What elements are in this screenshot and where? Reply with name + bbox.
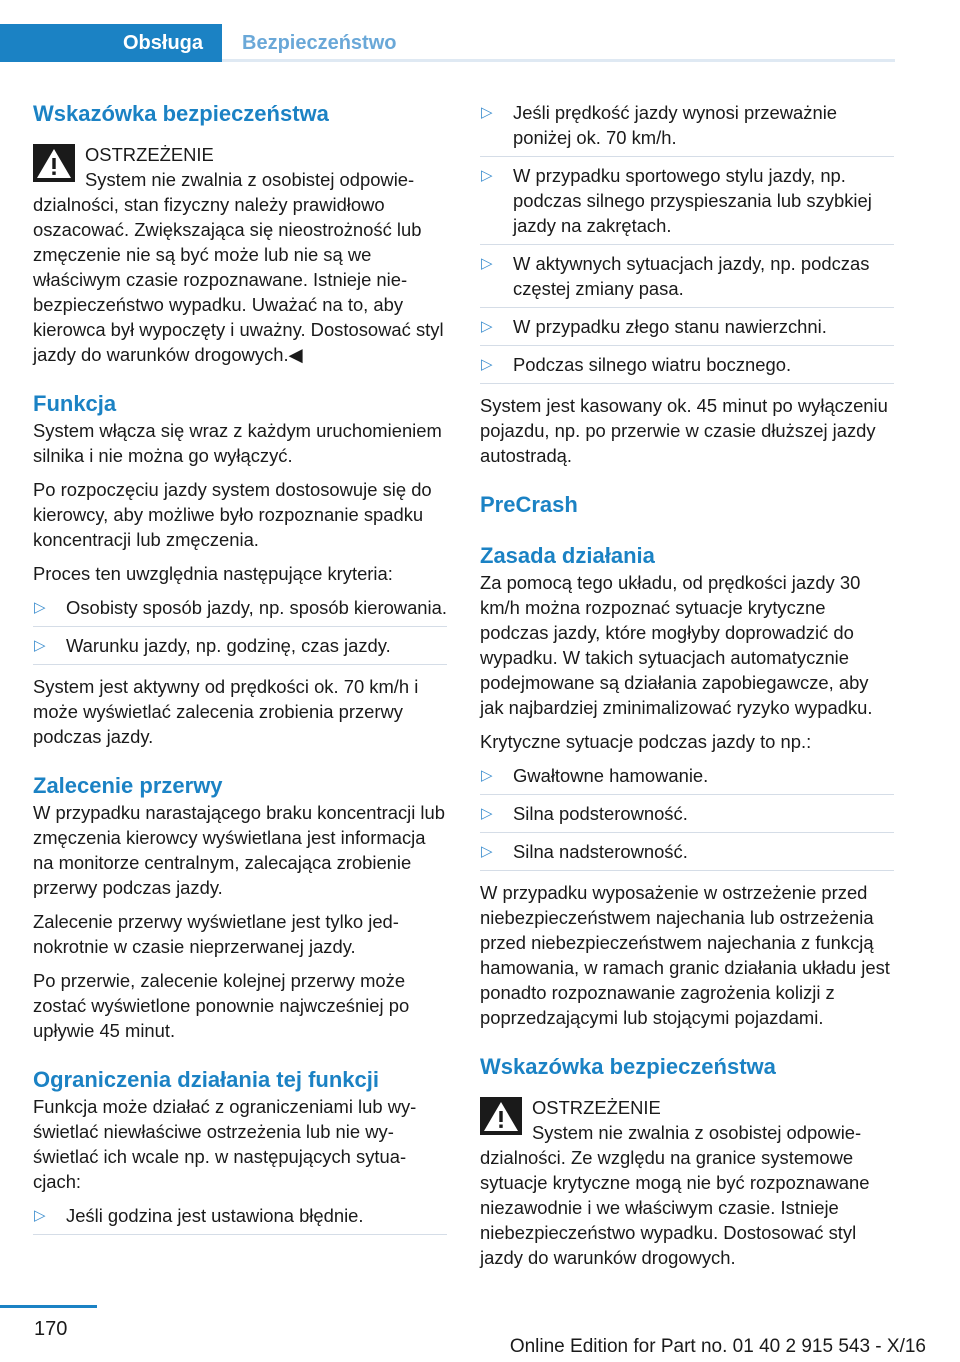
paragraph: Funkcja może działać z ograniczeniami lub wyświetlać niewłaściwe ostrzeżenia lub nie wyświetlać ich wcale np. w następujących sytuacjach: [33, 1096, 417, 1192]
list-item: ▷ Silna podsterowność. [480, 801, 894, 833]
list-item: ▷ W przypadku złego stanu nawierzchni. [480, 314, 894, 346]
edition-text: Online Edition for Part no. 01 40 2 915 543 - X/16 [509, 1336, 926, 1357]
warning-text: System nie zwalnia z osobistej odpowiedzialności. Ze względu na granice systemowe sytuacje krytyczne mogą nie być rozpoznawane niezawodnie i we właściwym czasie. Istnieje niebezpieczeństwo wypadku. Dostosować styl jazdy do warunków drogowych. [480, 1122, 870, 1268]
criteria-list [33, 595, 447, 665]
warning-title: OSTRZEŻENIE [532, 1097, 661, 1118]
triangle-bullet-icon: ▷ [481, 104, 493, 121]
triangle-bullet-icon: ▷ [481, 805, 493, 822]
triangle-bullet-icon: ▷ [34, 1207, 46, 1224]
page-number: 170 [34, 1318, 68, 1340]
limits-list [33, 1203, 447, 1235]
warning-triangle-icon [480, 1097, 522, 1135]
critical-situations-list [480, 763, 894, 871]
triangle-bullet-icon: ▷ [34, 637, 46, 654]
paragraph: Proces ten uwzględnia następujące kryteria: [33, 563, 393, 584]
list-item: ▷ Podczas silnego wiatru bocznego. [480, 352, 894, 384]
tab-bezpieczenstwo[interactable]: Bezpieczeństwo [242, 31, 397, 54]
warning-title: OSTRZEŻENIE [85, 144, 214, 165]
list-item: ▷ W aktywnych sytuacjach jazdy, np. podczas częstej zmiany pasa. [480, 251, 894, 308]
list-item: ▷ Osobisty sposób jazdy, np. sposób kierowania. [33, 595, 447, 627]
list-item: ▷ Warunku jazdy, np. godzinę, czas jazdy. [33, 633, 447, 665]
triangle-bullet-icon: ▷ [481, 843, 493, 860]
paragraph: W przypadku narastającego braku koncentracji lub zmęczenia kierowcy wyświetlana jest informacja na monitorze centralnym, zalecająca zrobienie przerwy podczas jazdy. [33, 802, 445, 898]
paragraph: Za pomocą tego układu, od prędkości jazdy 30 km/h można rozpoznać sytuacje krytyczne podczas jazdy, które mogłyby doprowadzić do wypadku. W takich sytuacjach automatycznie podejmowane są działania zapobiegawcze, aby jak najbardziej zminimalizować ryzyko wypadku. [480, 572, 873, 718]
warning-block [33, 128, 447, 367]
list-item: ▷ Jeśli godzina jest ustawiona błędnie. [33, 1203, 447, 1235]
warning-text: System nie zwalnia z osobistej odpowiedzialności, stan fizyczny należy prawidłowo oszacować. Zwiększająca się nieostrożność lub zmęczenie nie są być może lub nie są we właściwym czasie rozpoznawane. Istnieje niebezpieczeństwo wypadku. Uważać na to, aby kierowca był wypoczęty i uważny. Dostosować styl jazdy do warunków drogowych.◀ [33, 169, 444, 365]
triangle-bullet-icon: ▷ [481, 356, 493, 373]
paragraph: Po rozpoczęciu jazdy system dostosowuje się do kierowcy, aby możliwe było rozpoznanie spadku koncentracji lub zmęczenia. [33, 479, 432, 550]
paragraph: System włącza się wraz z każdym uruchomieniem silnika i nie można go wyłączyć. [33, 420, 442, 466]
right-column [480, 100, 894, 1279]
paragraph: System jest kasowany ok. 45 minut po wyłączeniu pojazdu, np. po przerwie w czasie dłuższej jazdy autostradą. [480, 395, 888, 466]
heading-function-limits: Ograniczenia działania tej funkcji [33, 1067, 379, 1092]
list-item: ▷ Silna nadsterowność. [480, 839, 894, 871]
paragraph: System jest aktywny od prędkości ok. 70 km/h i może wyświetlać zalecenia zrobienia przerwy podczas jazdy. [33, 676, 419, 747]
triangle-bullet-icon: ▷ [481, 767, 493, 784]
paragraph: Po przerwie, zalecenie kolejnej przerwy może zostać wyświetlone ponownie najwcześniej po upływie 45 minut. [33, 970, 410, 1041]
triangle-bullet-icon: ▷ [34, 599, 46, 616]
footer-rule [0, 1305, 97, 1308]
triangle-bullet-icon: ▷ [481, 318, 493, 335]
warning-block [480, 1081, 894, 1270]
limits-list-continued [480, 100, 894, 384]
heading-safety-note: Wskazówka bezpieczeństwa [480, 1054, 776, 1079]
left-column [33, 100, 447, 1244]
warning-triangle-icon [33, 144, 75, 182]
tab-obsluga[interactable]: Obsługa [0, 24, 222, 62]
heading-operating-principle: Zasada działania [480, 543, 655, 568]
paragraph: Krytyczne sytuacje podczas jazdy to np.: [480, 731, 812, 752]
list-item: ▷ W przypadku sportowego stylu jazdy, np. podczas silnego przyspieszania lub szybkiej jazdy na zakrętach. [480, 163, 894, 245]
tab-underline [222, 59, 895, 62]
heading-precrash: PreCrash [480, 492, 578, 517]
paragraph: Zalecenie przerwy wyświetlane jest tylko jednokrotnie w czasie nieprzerwanej jazdy. [33, 911, 399, 957]
chapter-tabs [0, 24, 895, 62]
list-item: ▷ Gwałtowne hamowanie. [480, 763, 894, 795]
triangle-bullet-icon: ▷ [481, 167, 493, 184]
paragraph: W przypadku wyposażenie w ostrzeżenie przed niebezpieczeństwem najechania lub ostrzeżenia przed niebezpieczeństwem najechania z funkcją hamowania, w ramach granic działania układu jest ponadto rozpoznawanie zagrożenia kolizji z poprzedzającymi lub stojącymi pojazdami. [480, 882, 890, 1028]
list-item: ▷ Jeśli prędkość jazdy wynosi przeważnie poniżej ok. 70 km/h. [480, 100, 894, 157]
heading-break-recommendation: Zalecenie przerwy [33, 773, 223, 798]
heading-function: Funkcja [33, 391, 117, 416]
heading-safety-note: Wskazówka bezpieczeństwa [33, 101, 329, 126]
triangle-bullet-icon: ▷ [481, 255, 493, 272]
